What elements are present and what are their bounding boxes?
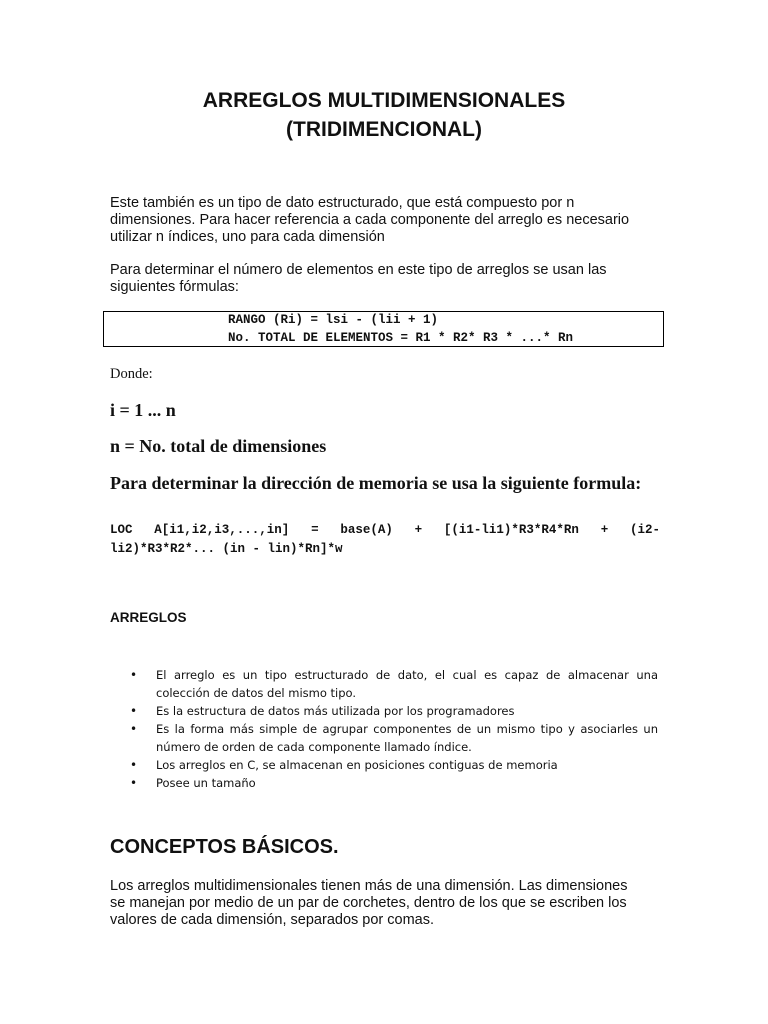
conceptos-heading: CONCEPTOS BÁSICOS.	[110, 836, 339, 858]
list-item	[130, 702, 658, 720]
conceptos-line-3: valores de cada dimensión, separados por comas.	[110, 912, 435, 928]
list-item	[130, 756, 658, 774]
intro-paragraph	[110, 195, 658, 246]
bullet-icon: •	[130, 668, 138, 682]
title-line-2: (TRIDIMENCIONAL)	[286, 118, 482, 141]
bullet-text: El arreglo es un tipo estructurado de dato, el cual es capaz de almacenar una colección de datos del mismo tipo.	[156, 668, 658, 700]
intro-line-2: dimensiones. Para hacer referencia a cada componente del arreglo es necesario	[110, 212, 630, 228]
intro-line-3: utilizar n índices, uno para cada dimensión	[110, 229, 385, 245]
bullet-icon: •	[130, 722, 138, 736]
formulas-intro-line-1: Para determinar el número de elementos en este tipo de arreglos se usan las	[110, 262, 607, 278]
memory-heading: Para determinar la dirección de memoria se usa la siguiente formula:	[110, 473, 642, 493]
donde-label: Donde:	[110, 366, 153, 382]
bullet-text: Los arreglos en C, se almacenan en posiciones contiguas de memoria	[156, 758, 558, 772]
list-item	[130, 666, 658, 702]
bullet-icon: •	[130, 776, 138, 790]
bullet-text: Es la estructura de datos más utilizada por los programadores	[156, 704, 515, 718]
formulas-intro-paragraph	[110, 262, 658, 296]
list-item	[130, 774, 658, 792]
formulas-intro-line-2: siguientes fórmulas:	[110, 279, 239, 295]
arreglos-bullet-list	[130, 666, 658, 792]
loc-formula: LOC A[i1,i2,i3,...,in] = base(A) + [(i1-li1)*R3*R4*Rn + (i2-li2)*R3*R2*... (in - lin)*Rn]*w	[110, 523, 660, 556]
bullet-icon: •	[130, 704, 138, 718]
n-definition: n = No. total de dimensiones	[110, 436, 327, 456]
formula-rango: RANGO (Ri) = lsi - (lii + 1)	[228, 313, 439, 327]
conceptos-paragraph	[110, 878, 658, 929]
bullet-text: Posee un tamaño	[156, 776, 256, 790]
bullet-icon: •	[130, 758, 138, 772]
page-title	[0, 86, 768, 144]
conceptos-line-1: Los arreglos multidimensionales tienen más de una dimensión. Las dimensiones	[110, 878, 628, 894]
conceptos-line-2: se manejan por medio de un par de corchetes, dentro de los que se escriben los	[110, 895, 627, 911]
intro-line-1: Este también es un tipo de dato estructurado, que está compuesto por n	[110, 195, 575, 211]
list-item	[130, 720, 658, 756]
bullet-text: Es la forma más simple de agrupar componentes de un mismo tipo y asociarles un número de orden de cada componente llamado índice.	[156, 722, 658, 754]
i-definition: i = 1 ... n	[110, 400, 176, 420]
arreglos-heading: ARREGLOS	[110, 610, 187, 625]
title-line-1: ARREGLOS MULTIDIMENSIONALES	[202, 89, 566, 112]
formula-total-elementos: No. TOTAL DE ELEMENTOS = R1 * R2* R3 * ...* Rn	[228, 331, 574, 345]
